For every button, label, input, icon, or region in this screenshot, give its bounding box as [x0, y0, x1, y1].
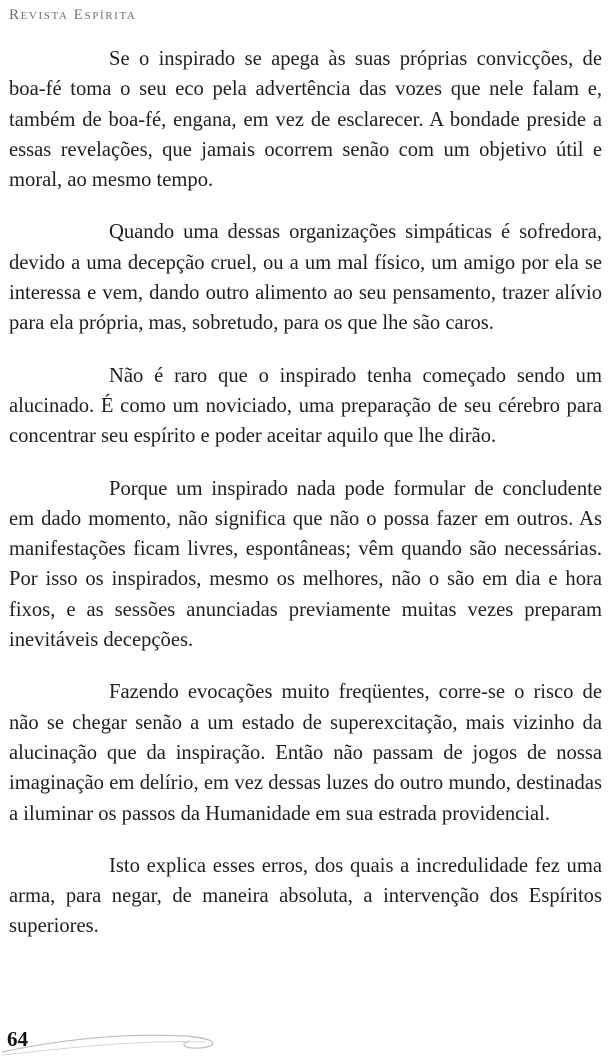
page-number: 64 [7, 1027, 28, 1051]
body-text [9, 44, 602, 964]
paragraph: Quando uma dessas organizações simpáticas é sofredora, devido a uma decepção cruel, ou a um mal físico, um amigo por ela se interessa e vem, dando outro alimento ao seu pensamento, trazer alívio para ela própria, mas, sobretudo, para os que lhe são caros. [9, 221, 602, 335]
paragraph: Se o inspirado se apega às suas próprias convicções, de boa-fé toma o seu eco pela advertência das vozes que nele falam e, também de boa-fé, engana, em vez de esclarecer. A bondade preside a essas revelações, que jamais ocorrem senão com um objetivo útil e moral, ao mesmo tempo. [9, 48, 602, 192]
paragraph: Não é raro que o inspirado tenha começado sendo um alucinado. É como um noviciado, uma preparação de seu cérebro para concentrar seu espírito e poder aceitar aquilo que lhe dirão. [9, 364, 602, 448]
paragraph: Isto explica esses erros, dos quais a incredulidade fez uma arma, para negar, de maneira absoluta, a intervenção dos Espíritos superiores. [9, 854, 602, 938]
paragraph: Fazendo evocações muito freqüentes, corre-se o risco de não se chegar senão a um estado de superexcitação, mais vizinho da alucinação que da inspiração. Então não passam de jogos de nossa imaginação em delírio, em vez dessas luzes do outro mundo, destinadas a iluminar os passos da Humanidade em sua estrada providencial. [9, 681, 602, 825]
footer-flourish [0, 1022, 260, 1063]
paragraph: Porque um inspirado nada pode formular de concludente em dado momento, não significa que não o possa fazer em outros. As manifestações ficam livres, espontâneas; vêm quando são necessárias. Por isso os inspirados, mesmo os melhores, não o são em dia e hora fixos, e as sessões anunciadas previamente muitas vezes preparam inevitáveis decepções. [9, 477, 602, 652]
running-header: Revista Espírita [9, 7, 137, 23]
